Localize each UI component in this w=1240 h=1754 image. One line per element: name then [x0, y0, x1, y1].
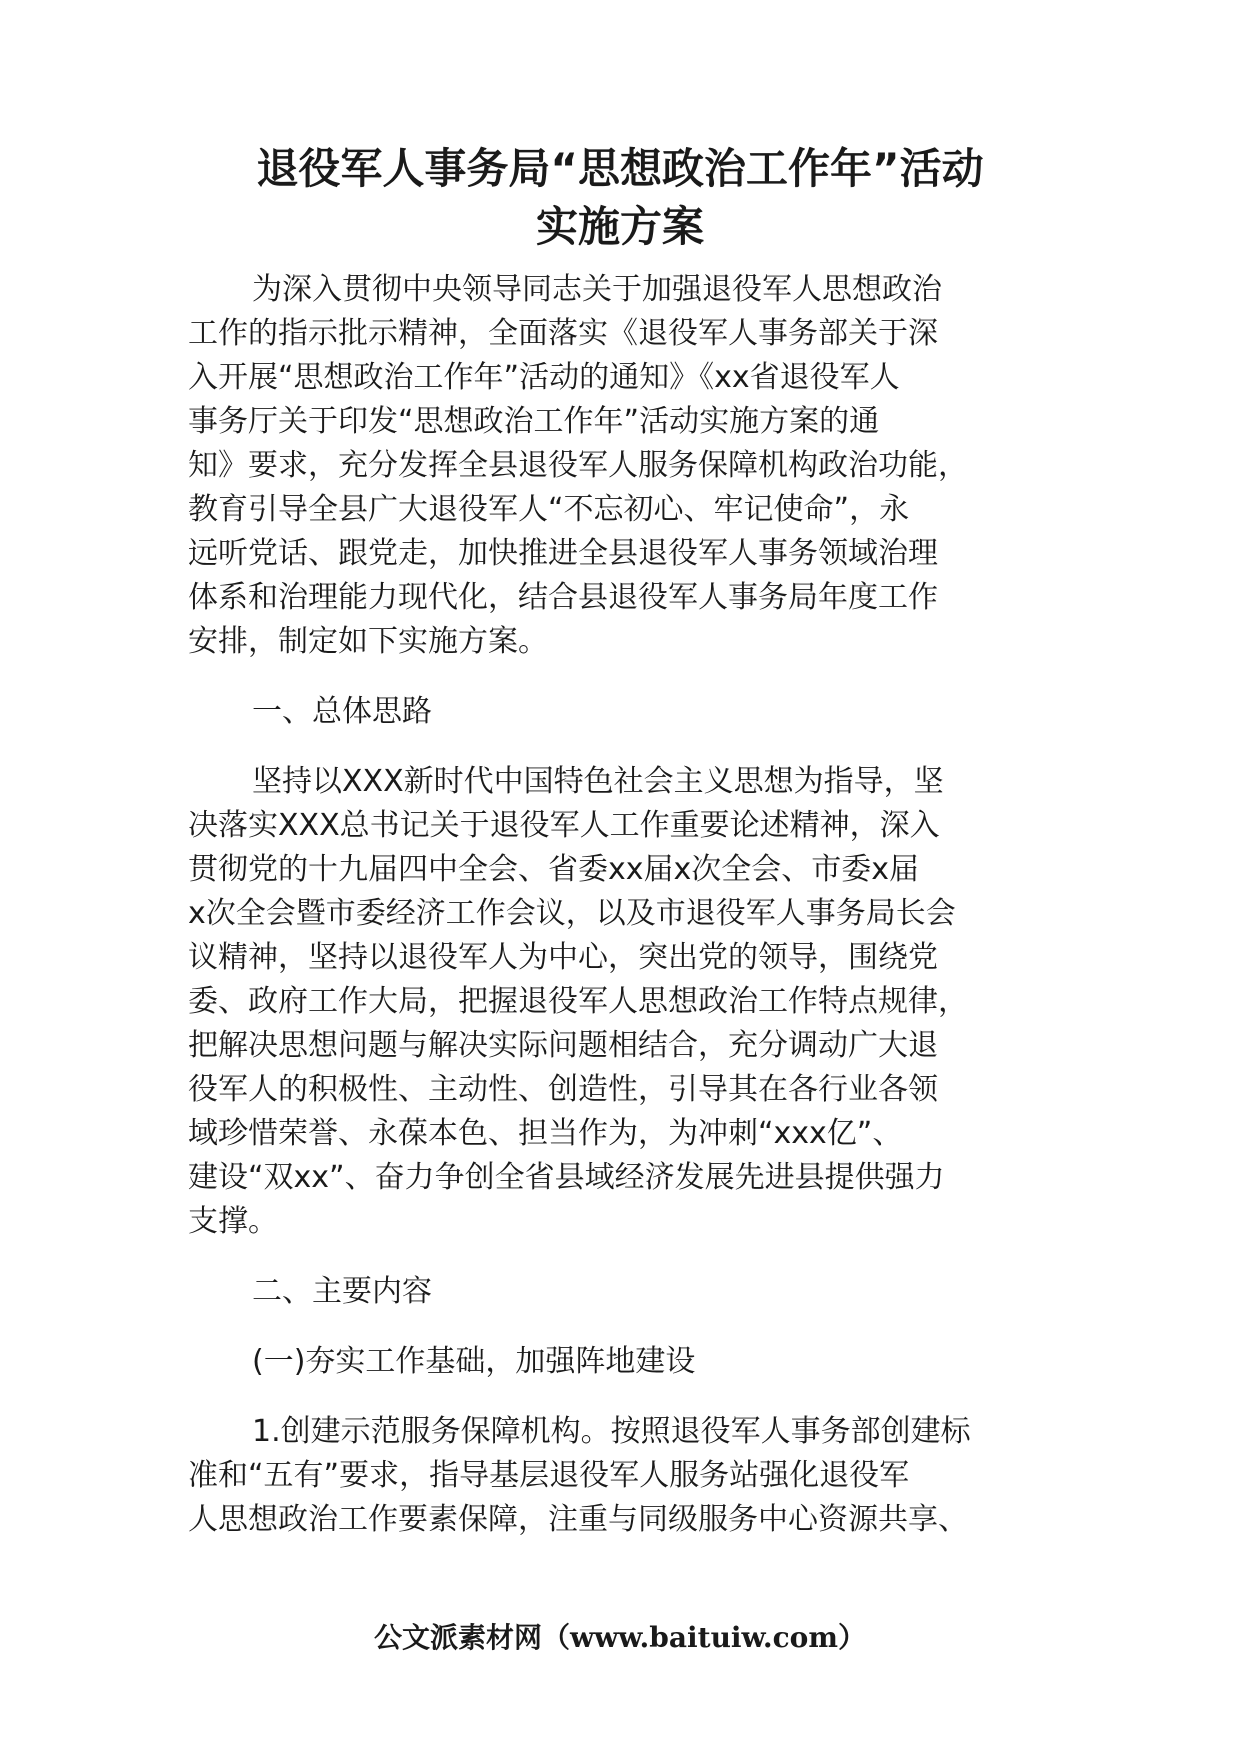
- paragraph-intro: [188, 268, 1078, 664]
- text-line: 入开展“思想政治工作年”活动的通知》《xx省退役军人: [188, 360, 900, 395]
- text-line: 贯彻党的十九届四中全会、省委xx届x次全会、市委x届: [188, 852, 920, 887]
- title-line-1: 退役军人事务局“思想政治工作年”活动: [256, 144, 984, 193]
- text-line: 人思想政治工作要素保障，注重与同级服务中心资源共享、: [188, 1502, 968, 1537]
- text-line: 远听党话、跟党走，加快推进全县退役军人事务领域治理: [188, 536, 938, 571]
- section-heading-1: [188, 690, 1078, 734]
- heading-text: 一、总体思路: [252, 694, 432, 729]
- text-line: x次全会暨市委经济工作会议，以及市退役军人事务局长会: [188, 896, 956, 931]
- text-line: 役军人的积极性、主动性、创造性，引导其在各行业各领: [188, 1072, 938, 1107]
- paragraph-item-1: [188, 1410, 1078, 1542]
- text-line: 域珍惜荣誉、永葆本色、担当作为，为冲刺“xxx亿”、: [188, 1116, 903, 1151]
- text-line: 事务厅关于印发“思想政治工作年”活动实施方案的通: [188, 404, 880, 439]
- text-line: 坚持以XXX新时代中国特色社会主义思想为指导，坚: [252, 764, 944, 799]
- text-line: 工作的指示批示精神，全面落实《退役军人事务部关于深: [188, 316, 938, 351]
- section-heading-2: [188, 1270, 1078, 1314]
- text-line: 议精神，坚持以退役军人为中心，突出党的领导，围绕党: [188, 940, 938, 975]
- text-line: 1.创建示范服务保障机构。按照退役军人事务部创建标: [252, 1414, 971, 1449]
- text-line: 知》要求，充分发挥全县退役军人服务保障机构政治功能，: [188, 448, 968, 483]
- text-line: 为深入贯彻中央领导同志关于加强退役军人思想政治: [252, 272, 942, 307]
- text-line: 体系和治理能力现代化，结合县退役军人事务局年度工作: [188, 580, 938, 615]
- text-line: 安排，制定如下实施方案。: [188, 624, 548, 659]
- text-line: 教育引导全县广大退役军人“不忘初心、牢记使命”，永: [188, 492, 910, 527]
- heading-text: (一)夯实工作基础，加强阵地建设: [252, 1344, 696, 1379]
- text-line: 决落实XXX总书记关于退役军人工作重要论述精神，深入: [188, 808, 940, 843]
- text-line: 准和“五有”要求，指导基层退役军人服务站强化退役军: [188, 1458, 910, 1493]
- text-line: 委、政府工作大局，把握退役军人思想政治工作特点规律，: [188, 984, 968, 1019]
- text-line: 建设“双xx”、奋力争创全省县域经济发展先进县提供强力: [188, 1160, 945, 1195]
- heading-text: 二、主要内容: [252, 1274, 432, 1309]
- text-line: 支撑。: [188, 1204, 278, 1239]
- footer-watermark-text: 公文派素材网（www.baituiw.com）: [374, 1621, 866, 1654]
- subsection-heading-1: [188, 1340, 1078, 1384]
- document-title: [150, 140, 1090, 256]
- document-body: [188, 268, 1078, 1542]
- text-line: 把解决思想问题与解决实际问题相结合，充分调动广大退: [188, 1028, 938, 1063]
- title-line-2: 实施方案: [535, 202, 704, 251]
- paragraph-overall-approach: [188, 760, 1078, 1244]
